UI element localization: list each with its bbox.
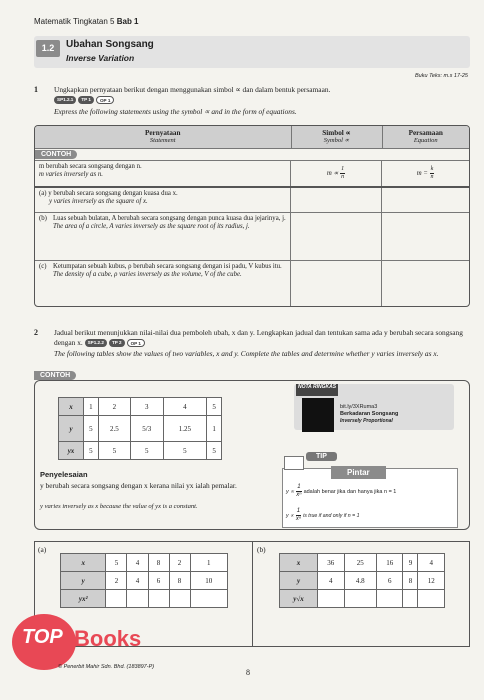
q1-table [34,125,470,307]
q1-number: 1 [34,85,38,94]
answer-cell[interactable] [291,213,382,260]
topbooks-logo: TOP Books [12,606,172,670]
sp-badge: SP1.2.2 [85,339,107,347]
nota-link[interactable]: bit.ly/3XRuma3 [340,404,378,410]
answer-cell[interactable] [382,213,469,260]
book-icon [284,456,304,470]
table-row: (c) Ketumpatan sebuah kubus, ρ berubah secara songsang dengan isi padu, V kubus itu. The density of a cube, ρ varies inversely as the volume, V of the cube. [35,260,469,306]
nota-text: bit.ly/3XRuma3 Berkadaran Songsang Inversely Proportional [340,404,454,425]
tip-title: Pintar [331,466,386,479]
answer-cell[interactable] [382,188,469,212]
solution-en: y varies inversely as x because the value of yx is a constant. [40,503,198,510]
tip-line-2: y ∝ $\frac{1}{\text{xⁿ}}$ is true if and only if n = 1 [286,508,360,522]
q1-text: Ungkapkan pernyataan berikut dengan menggunakan simbol ∝ dan dalam bentuk persamaan. [54,85,331,94]
tip-label: TIP [306,452,337,461]
example-table: x 1 2 3 4 5 y 5 2.5 5/3 1.25 1 yx 5 5 5 5 5 [58,397,222,460]
col-header: Simbol ∝ Symbol ∝ [291,126,382,148]
table-a: x 5 4 8 2 1 y 2 4 6 8 10 yx² [60,553,228,608]
tip-line-1: y ∝ $\frac{1}{\text{xⁿ}}$ adalah benar jika dan hanya jika n = 1 [286,484,397,498]
answer-cell[interactable] [291,261,382,306]
q2-translation: The following tables show the values of two variables, x and y. Complete the tables and determine whether y varies inversely as x. [54,349,439,358]
contoh-label: CONTOH [35,150,77,159]
answer-cell[interactable] [382,261,469,306]
sp-badge: SP1.2.1 [54,96,76,104]
part-b-label: (b) [257,545,266,554]
contoh-label-2: CONTOH [34,371,76,380]
tp-badge: TP 2 [109,339,125,347]
op-badge: OP 1 [96,96,114,104]
textbook-ref: Buku Teks: m.s 17-25 [415,73,468,79]
q2-text: Jadual berikut menunjukkan nilai-nilai dua pemboleh ubah, x dan y. Lengkapkan jadual dan tentukan sama ada y berubah secara songsang dengan x. SP1.2.2 TP 2 OP 1 [54,328,463,347]
q1-translation: Express the following statements using the symbol ∝ and in the form of equations. [54,107,297,116]
table-b: x 36 25 16 9 4 y 4 4.8 6 8 12 y√x [279,553,445,608]
col-header: Persamaan Equation [382,126,469,148]
col-header: Pernyataan Statement [35,126,291,148]
section-title: Ubahan Songsang [66,39,154,50]
qr-code[interactable] [302,398,334,432]
op-badge: OP 1 [127,339,145,347]
answer-cell[interactable] [291,188,382,212]
example-row: m berubah secara songsang dengan n. m varies inversely as n. m ∝ $\frac{1}{n}$ m = $\frac{k}{n}$ [35,160,469,186]
page-header: Matematik Tingkatan 5 Bab 1 [34,17,139,26]
tp-badge: TP 1 [78,96,94,104]
solution-title: Penyelesaian [40,470,88,479]
solution-ms: y berubah secara songsang dengan x kerana nilai yx ialah pemalar. [40,481,237,490]
q1-badges [54,96,116,104]
section-subtitle: Inverse Variation [66,53,135,63]
section-number: 1.2 [36,40,60,57]
q2-number: 2 [34,328,38,337]
publisher-note: © Penerbit Mahir Sdn. Bhd. (183897-P) [58,664,155,670]
page-number: 8 [246,668,250,677]
part-a-label: (a) [38,545,47,554]
table-row: (b) Luas sebuah bulatan, A berubah secara songsang dengan punca kuasa dua jejarinya, j. The area of a circle, A varies inversely as the square root of its radius, j. [35,212,469,260]
nota-label: NOTA RINGKAS [296,384,338,396]
table-row: (a) y berubah secara songsang dengan kuasa dua x. y varies inversely as the square of x. [35,186,469,212]
divider [252,541,253,647]
